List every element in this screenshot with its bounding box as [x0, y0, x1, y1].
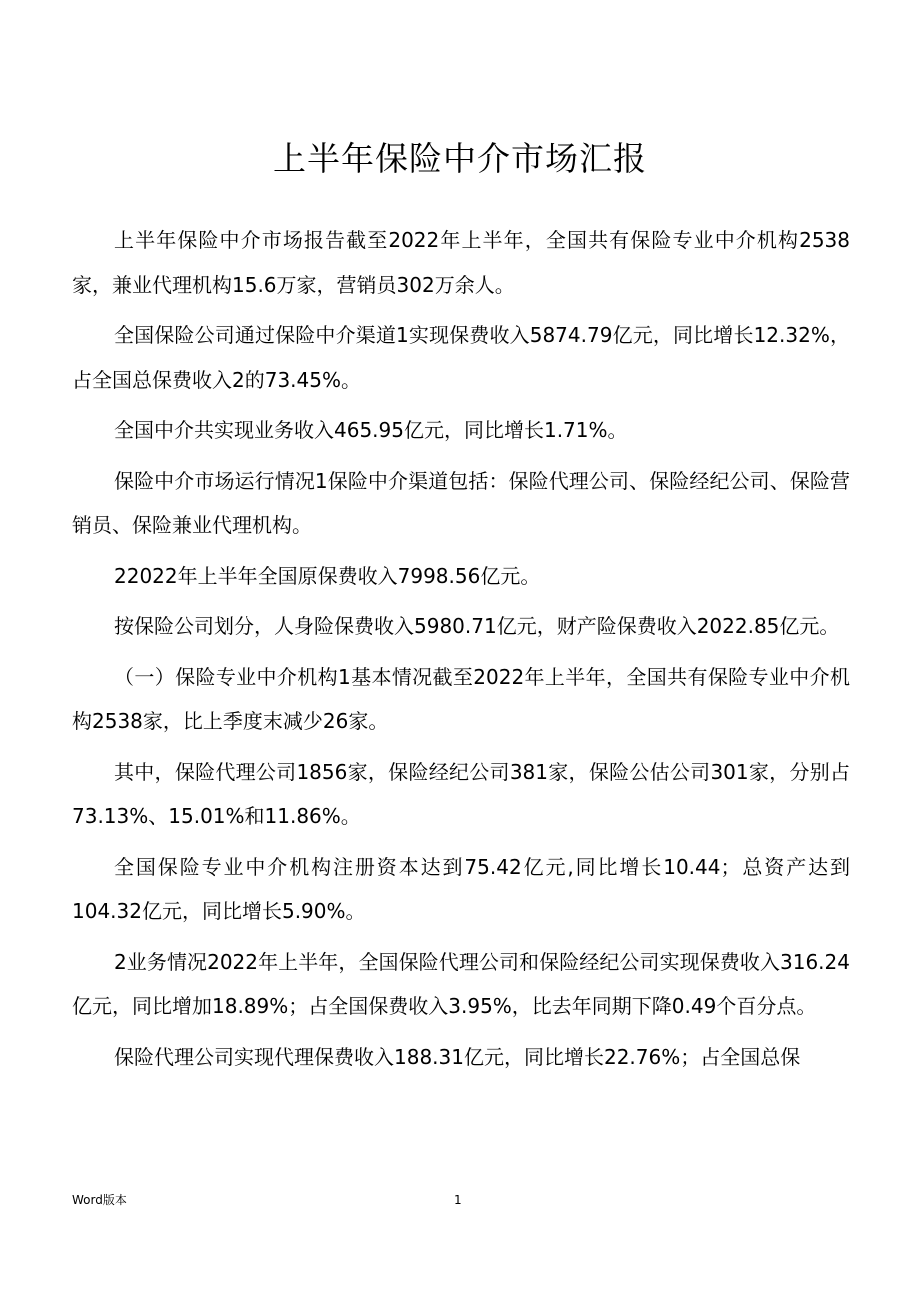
footer-label: Word版本 — [72, 1193, 127, 1207]
paragraph: （一）保险专业中介机构1基本情况截至2022年上半年，全国共有保险专业中介机构2538家，比上季度末减少26家。 — [72, 664, 850, 733]
paragraph: 其中，保险代理公司1856家，保险经纪公司381家，保险公估公司301家，分别占73.13%、15.01%和11.86%。 — [72, 759, 850, 828]
paragraph: 全国中介共实现业务收入465.95亿元，同比增长1.71%。 — [114, 418, 628, 442]
document-title: 上半年保险中介市场汇报 — [273, 139, 647, 178]
paragraph: 全国保险专业中介机构注册资本达到75.42亿元,同比增长10.44；总资产达到104.32亿元，同比增长5.90%。 — [72, 854, 850, 923]
paragraph: 上半年保险中介市场报告截至2022年上半年，全国共有保险专业中介机构2538家，兼业代理机构15.6万家，营销员302万余人。 — [72, 228, 850, 297]
paragraph: 22022年上半年全国原保费收入7998.56亿元。 — [114, 563, 541, 588]
page-number: 1 — [454, 1193, 462, 1207]
paragraph: 保险中介市场运行情况1保险中介渠道包括：保险代理公司、保险经纪公司、保险营销员、保险兼业代理机构。 — [72, 468, 850, 537]
paragraph: 保险代理公司实现代理保费收入188.31亿元，同比增长22.76%；占全国总保 — [114, 1044, 801, 1069]
document-body — [72, 218, 850, 1079]
paragraph: 2业务情况2022年上半年，全国保险代理公司和保险经纪公司实现保费收入316.24亿元，同比增加18.89%；占全国保费收入3.95%，比去年同期下降0.49个百分点。 — [72, 949, 850, 1018]
paragraph: 按保险公司划分，人身险保费收入5980.71亿元，财产险保费收入2022.85亿元。 — [114, 614, 840, 638]
paragraph: 全国保险公司通过保险中介渠道1实现保费收入5874.79亿元，同比增长12.32%，占全国总保费收入2的73.45%。 — [72, 323, 850, 392]
